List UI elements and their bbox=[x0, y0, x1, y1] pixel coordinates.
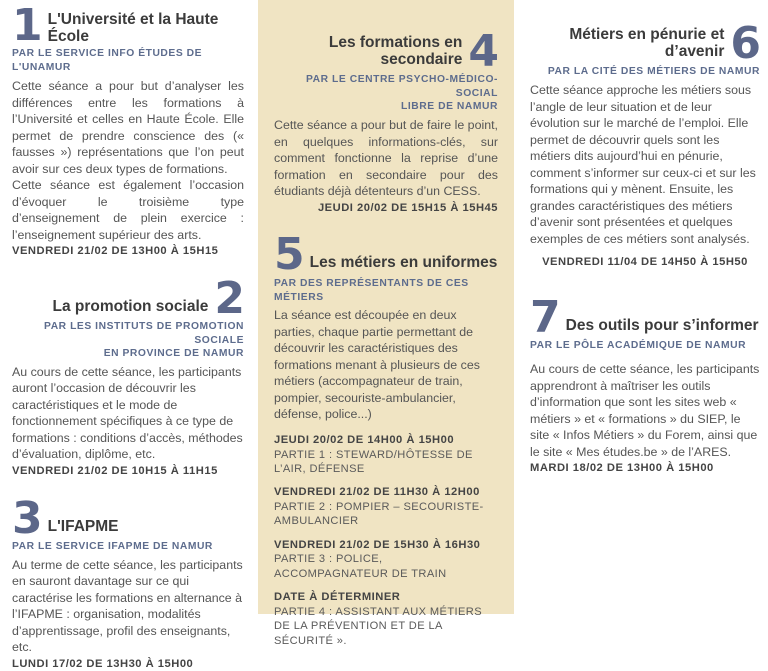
section-7-header bbox=[530, 291, 760, 343]
column-middle bbox=[258, 0, 514, 647]
section-4-body-1: Cette séance a pour but de faire le point, en quelques informations-clés, sur comment fonctionne la reprise d’une formation en secondaire pour des étudiants déjà détenteurs d’un CESS. bbox=[274, 118, 498, 199]
section-1-body-2: Cette séance est également l’occasion d’évoquer le troisième type d’enseignement de plein exercice : l’enseignement supérieur des arts. bbox=[12, 178, 244, 242]
section-1-subtitle: PAR LE SERVICE INFO ÉTUDES DE L'UNAMUR bbox=[12, 48, 203, 74]
section-4-date: JEUDI 20/02 DE 15H15 À 15H45 bbox=[317, 201, 498, 214]
section-7-title: Des outils pour s’informer bbox=[565, 317, 759, 335]
section-2-header bbox=[12, 272, 244, 324]
schedule-entry bbox=[274, 433, 498, 476]
section-3-subtitle: PAR LE SERVICE IFAPME DE NAMUR bbox=[12, 540, 213, 552]
schedule-entry bbox=[274, 590, 498, 648]
schedule-date: VENDREDI 21/02 DE 11H30 À 12H00 bbox=[274, 486, 480, 499]
schedule-part: PARTIE 2 : POMPIER – SECOURISTE-AMBULANCIER bbox=[274, 500, 484, 528]
section-7-number: 7 bbox=[530, 291, 560, 343]
section-4-number: 4 bbox=[468, 26, 498, 77]
section-1-date: VENDREDI 21/02 DE 13H00 À 15H15 bbox=[12, 245, 219, 258]
section-4 bbox=[274, 26, 498, 215]
section-4-subtitle-line-2: LIBRE DE NAMUR bbox=[401, 101, 498, 113]
section-4-header bbox=[274, 26, 498, 77]
schedule-part: PARTIE 4 : ASSISTANT AUX MÉTIERS DE LA PRÉVENTION ET DE LA SÉCURITÉ ». bbox=[274, 605, 483, 647]
section-3-body-1: Au terme de cette séance, les participants en sauront davantage sur ce qui caractérise les formations en alternance à l’IFAPME : organisation, modalités d’apprentissage, profil des enseignants, etc. bbox=[12, 557, 243, 655]
section-2-subtitle-line-2: EN PROVINCE DE NAMUR bbox=[103, 348, 244, 360]
section-6-date: VENDREDI 11/04 DE 14H50 À 15H50 bbox=[542, 256, 748, 269]
schedule-entry bbox=[274, 538, 498, 581]
section-7-date: MARDI 18/02 DE 13H00 À 15H00 bbox=[530, 462, 714, 475]
spacer bbox=[274, 6, 498, 32]
section-2-number: 2 bbox=[214, 272, 244, 324]
schedule-date: VENDREDI 21/02 DE 15H30 À 16H30 bbox=[274, 538, 481, 551]
section-1 bbox=[12, 0, 244, 259]
section-2-body-1: Au cours de cette séance, les participants auront l’occasion de découvrir les caractéristiques et le mode de fonctionnement spécifiques à ce type de formations : conditions d’accès, méthodes d’évaluation, diplôme, etc. bbox=[12, 364, 243, 462]
column-left bbox=[0, 0, 258, 670]
section-1-number: 1 bbox=[12, 0, 42, 51]
section-1-title: L'Université et la Haute École bbox=[47, 11, 219, 46]
spacer bbox=[12, 261, 244, 279]
section-4-subtitle-line-1: PAR LE CENTRE PSYCHO-MÉDICO-SOCIAL bbox=[306, 74, 498, 100]
schedule-date: JEUDI 20/02 DE 14H00 À 15H00 bbox=[274, 433, 455, 446]
column-right bbox=[514, 0, 768, 614]
section-2 bbox=[12, 272, 244, 479]
section-3-date: LUNDI 17/02 DE 13H30 À 15H00 bbox=[12, 657, 194, 670]
section-2-date: VENDREDI 21/02 DE 10H15 À 11H15 bbox=[12, 464, 218, 477]
spacer bbox=[530, 272, 760, 298]
section-6-body-1: Cette séance approche les métiers sous l’angle de leur situation et de leur évolution sur le marché de l’emploi. Elle permet de découvrir quels sont les métiers dits aujourd’hui en pénurie, comment s’informer sur ceux-ci et sur les formations qui y mènent. Ensuite, les grandes caractéristiques des métiers d’avenir sont présentées et quelques exemples de ces métiers sont analysés. bbox=[530, 83, 756, 246]
section-5-body-1: La séance est découpée en deux parties, chaque partie permettant de découvrir les caractéristiques des formations menant à plusieurs de ces métiers (accompagnateur de train, pompier, secouriste-ambulancier, défense, police...) bbox=[274, 308, 480, 422]
schedule-date: DATE À DÉTERMINER bbox=[274, 591, 401, 604]
section-5-subtitle: PAR DES REPRÉSENTANTS DE CES MÉTIERS bbox=[274, 277, 469, 303]
section-2-title: La promotion sociale bbox=[52, 297, 209, 315]
schedule-entry bbox=[274, 485, 498, 528]
section-4-title: Les formations en secondaire bbox=[328, 33, 463, 69]
section-5-number: 5 bbox=[274, 229, 304, 281]
section-6-header bbox=[530, 18, 760, 69]
section-6 bbox=[530, 18, 760, 270]
section-6-number: 6 bbox=[730, 18, 760, 69]
section-1-header bbox=[12, 0, 244, 51]
section-3-header bbox=[12, 492, 244, 544]
spacer bbox=[274, 217, 498, 235]
schedule-part: PARTIE 1 : STEWARD/HÔTESSE DE L’AIR, DÉFENSE bbox=[274, 448, 473, 475]
section-2-subtitle-line-1: PAR LES INSTITUTS DE PROMOTION SOCIALE bbox=[44, 321, 244, 347]
section-3-title: L'IFAPME bbox=[47, 517, 119, 535]
section-3 bbox=[12, 492, 244, 671]
section-5 bbox=[274, 229, 498, 648]
section-7 bbox=[530, 291, 760, 476]
spacer bbox=[12, 481, 244, 499]
section-7-subtitle: PAR LE PÔLE ACADÉMIQUE DE NAMUR bbox=[530, 340, 747, 352]
section-7-body-1: Au cours de cette séance, les participants apprendront à maîtriser les outils d’information que sont les sites web « métiers » et « formations » du SIEP, le site « Infos Métiers » du Forem, ainsi que le site « Mes études.be » de l’ARES. bbox=[530, 362, 760, 459]
section-6-title: Métiers en pénurie et d’avenir bbox=[569, 25, 725, 61]
schedule-part: PARTIE 3 : POLICE, ACCOMPAGNATEUR DE TRAIN bbox=[274, 553, 447, 580]
section-6-subtitle: PAR LA CITÉ DES MÉTIERS DE NAMUR bbox=[547, 66, 760, 78]
spacer bbox=[530, 6, 760, 24]
section-5-header bbox=[274, 229, 498, 281]
section-5-title: Les métiers en uniformes bbox=[309, 254, 498, 272]
section-5-schedule bbox=[274, 433, 498, 648]
section-3-number: 3 bbox=[12, 492, 42, 544]
section-1-body-1: Cette séance a pour but d’analyser les différences entre les formations à l’Université et celles en Haute École. Elle permet de prendre conscience des (« fausses ») représentations que l’on peut avoir sur ces deux types de formations. bbox=[12, 79, 244, 176]
